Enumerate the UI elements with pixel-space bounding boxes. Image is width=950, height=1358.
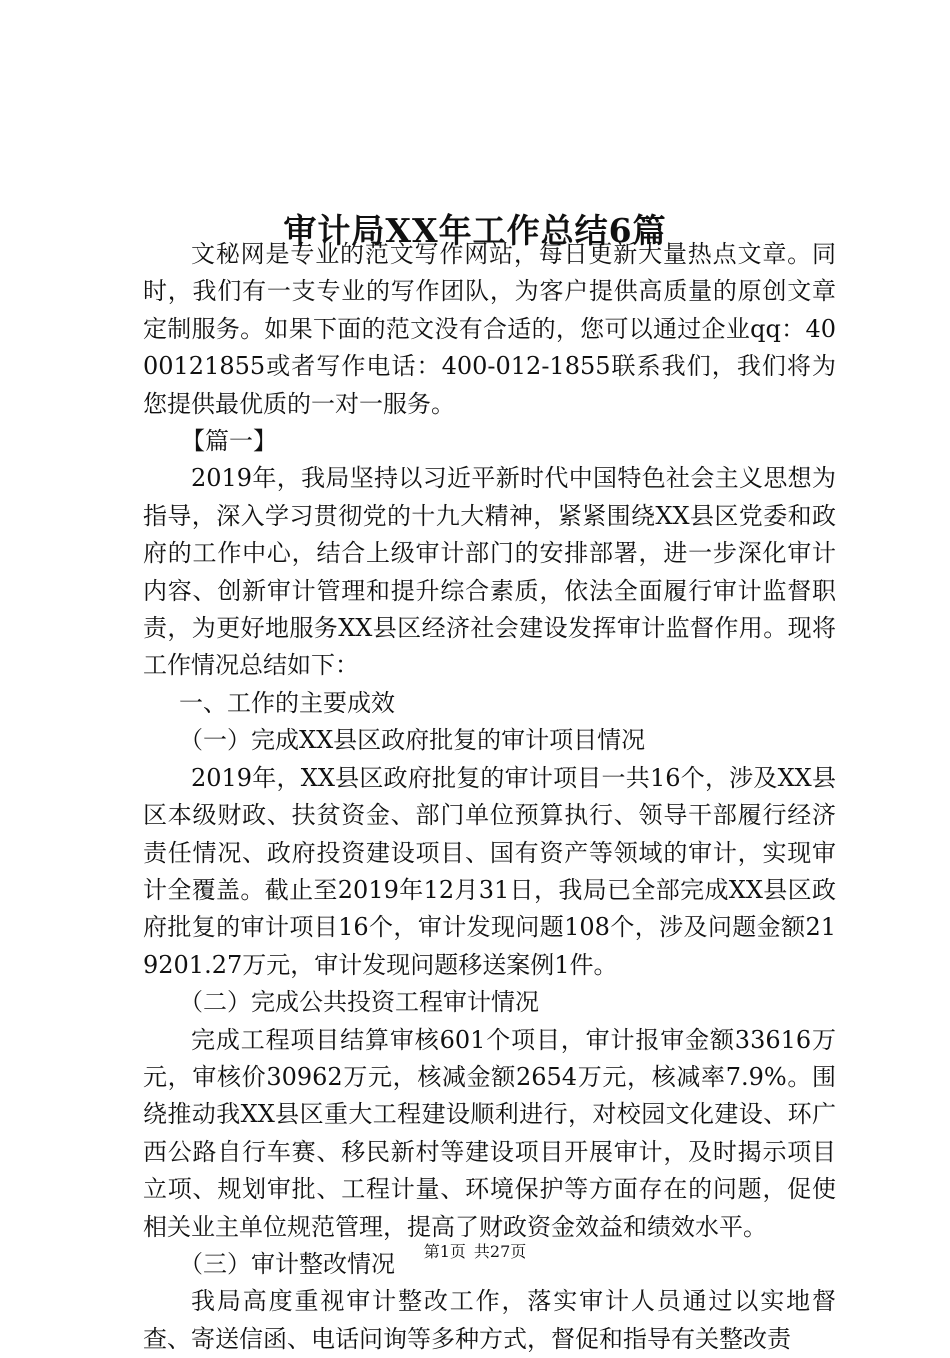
body-paragraph: 2019年，我局坚持以习近平新时代中国特色社会主义思想为指导，深入学习贯彻党的十九大精神，紧紧围绕XX县区党委和政府的工作中心，结合上级审计部门的安排部署，进一步深化审计内容、创新审计管理和提升综合素质，依法全面履行审计监督职责，为更好地服务XX县区经济社会建设发挥审计监督作用。现将工作情况总结如下： [143,464,836,680]
document-body [143,236,836,1358]
page-footer [0,1240,950,1264]
section-marker: 【篇一】 [181,427,277,456]
section-heading: 一、工作的主要成效 [179,688,395,717]
body-paragraph: 我局高度重视审计整改工作，落实审计人员通过以实地督查、寄送信函、电话问询等多种方式，督促和指导有关整改责 [143,1287,836,1353]
document-title: 审计局XX年工作总结6篇 [283,211,667,251]
subsection-heading: （三）审计整改情况 [179,1249,395,1278]
page-total: 共27页 [473,1242,527,1261]
body-paragraph: 完成工程项目结算审核601个项目，审计报审金额33616万元，审核价30962万元，核减金额2654万元，核减率7.9%。围绕推动我XX县区重大工程建设顺利进行，对校园文化建设、环广西公路自行车赛、移民新村等建设项目开展审计，及时揭示项目立项、规划审批、工程计量、环境保护等方面存在的问题，促使相关业主单位规范管理，提高了财政资金效益和绩效水平。 [143,1025,836,1241]
intro-paragraph: 文秘网是专业的范文写作网站，每日更新大量热点文章。同时，我们有一支专业的写作团队，为客户提供高质量的原创文章定制服务。如果下面的范文没有合适的，您可以通过企业qq：4000121855或者写作电话：400-012-1855联系我们，我们将为您提供最优质的一对一服务。 [143,240,836,418]
subsection-heading: （一）完成XX县区政府批复的审计项目情况 [179,726,646,755]
subsection-heading: （二）完成公共投资工程审计情况 [179,988,539,1017]
page-number: 第1页 [423,1242,466,1261]
body-paragraph: 2019年，XX县区政府批复的审计项目一共16个，涉及XX县区本级财政、扶贫资金、部门单位预算执行、领导干部履行经济责任情况、政府投资建设项目、国有资产等领域的审计，实现审计全覆盖。截止至2019年12月31日，我局已全部完成XX县区政府批复的审计项目16个，审计发现问题108个，涉及问题金额219201.27万元，审计发现问题移送案例1件。 [143,763,836,979]
